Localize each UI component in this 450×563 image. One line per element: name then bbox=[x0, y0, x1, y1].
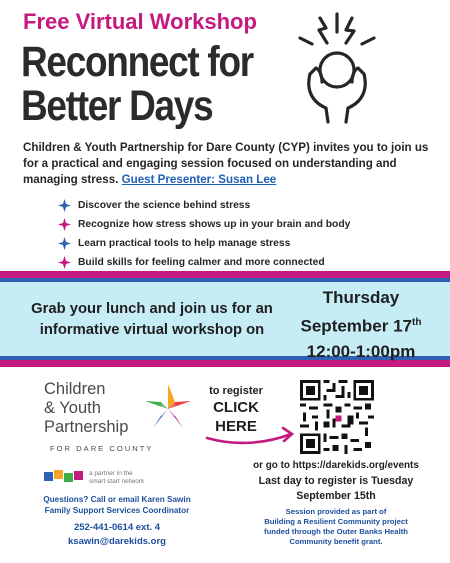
contact-email[interactable]: ksawin@darekids.org bbox=[68, 536, 166, 547]
contact-phone[interactable]: 252-441-0614 ext. 4 bbox=[73, 522, 161, 533]
contact-info bbox=[18, 494, 216, 516]
registration-deadline bbox=[226, 474, 446, 504]
date-suffix: th bbox=[412, 317, 422, 328]
lunch-line-2: informative virtual workshop on bbox=[39, 322, 265, 338]
contact-line-2: Family Support Services Coordinator bbox=[44, 506, 190, 515]
workshop-eyebrow: Free Virtual Workshop bbox=[23, 9, 257, 34]
contact-line-1: Questions? Call or email Karen Sawin bbox=[43, 495, 191, 504]
bullet-list bbox=[58, 196, 350, 272]
bullet-text: Discover the science behind stress bbox=[78, 200, 251, 211]
lunch-line-1: Grab your lunch and join us for an bbox=[31, 301, 273, 317]
smart-start-partner bbox=[44, 470, 144, 486]
intro-paragraph bbox=[23, 140, 433, 188]
logo-subtitle: FOR DARE COUNTY bbox=[50, 444, 154, 453]
lunch-invite bbox=[12, 299, 292, 341]
funding-line-1: Session provided as part of bbox=[285, 507, 387, 516]
list-item bbox=[58, 253, 350, 272]
smart-start-logo-icon bbox=[44, 470, 84, 486]
four-point-star-icon bbox=[58, 256, 71, 269]
bullet-text: Learn practical tools to help manage stress bbox=[78, 238, 291, 249]
click-text[interactable]: CLICK bbox=[213, 399, 259, 416]
here-text[interactable]: HERE bbox=[215, 418, 257, 435]
bullet-text: Recognize how stress shows up in your brain and body bbox=[78, 219, 351, 230]
to-register-text: to register bbox=[209, 385, 263, 397]
contact-details bbox=[18, 521, 216, 549]
events-url[interactable]: or go to https://darekids.org/events bbox=[253, 460, 419, 471]
funding-line-3: funded through the Outer Banks Health bbox=[264, 527, 408, 536]
pinwheel-star-icon bbox=[139, 380, 197, 438]
logo-line-2: & Youth bbox=[44, 399, 101, 417]
page-title bbox=[21, 40, 253, 128]
title-line-2: Better Days bbox=[21, 82, 213, 130]
deadline-line-2: September 15th bbox=[296, 490, 376, 502]
guest-presenter-link[interactable]: Guest Presenter: Susan Lee bbox=[121, 173, 277, 186]
event-day: Thursday bbox=[322, 288, 400, 307]
funding-line-4: Community benefit grant. bbox=[289, 537, 383, 546]
arrow-right-icon bbox=[205, 420, 297, 450]
partner-line-2: smart start network bbox=[89, 478, 145, 485]
partner-line-1: a partner in the bbox=[89, 470, 133, 477]
intro-text: Children & Youth Partnership for Dare County (CYP) invites you to join us for a practical and engaging session focused on understanding and managing stress. bbox=[23, 141, 429, 186]
stressed-head-icon bbox=[282, 10, 402, 126]
title-line-1: Reconnect for bbox=[21, 38, 253, 86]
bullet-text: Build skills for feeling calmer and more connected bbox=[78, 257, 325, 268]
funding-note bbox=[226, 507, 446, 547]
deadline-line-1: Last day to register is Tuesday bbox=[258, 475, 414, 487]
event-date: September 17th bbox=[300, 316, 422, 336]
four-point-star-icon bbox=[58, 237, 71, 250]
list-item bbox=[58, 196, 350, 215]
event-datetime bbox=[286, 285, 436, 364]
four-point-star-icon bbox=[58, 199, 71, 212]
list-item bbox=[58, 234, 350, 253]
event-time: 12:00-1:00pm bbox=[306, 341, 416, 361]
cyp-logo bbox=[44, 380, 214, 472]
qr-code-icon[interactable] bbox=[300, 380, 374, 454]
four-point-star-icon bbox=[58, 218, 71, 231]
logo-line-3: Partnership bbox=[44, 418, 129, 436]
funding-line-2: Building a Resilient Community project bbox=[264, 517, 408, 526]
logo-line-1: Children bbox=[44, 380, 106, 398]
list-item bbox=[58, 215, 350, 234]
top-magenta-stripe bbox=[0, 271, 450, 278]
